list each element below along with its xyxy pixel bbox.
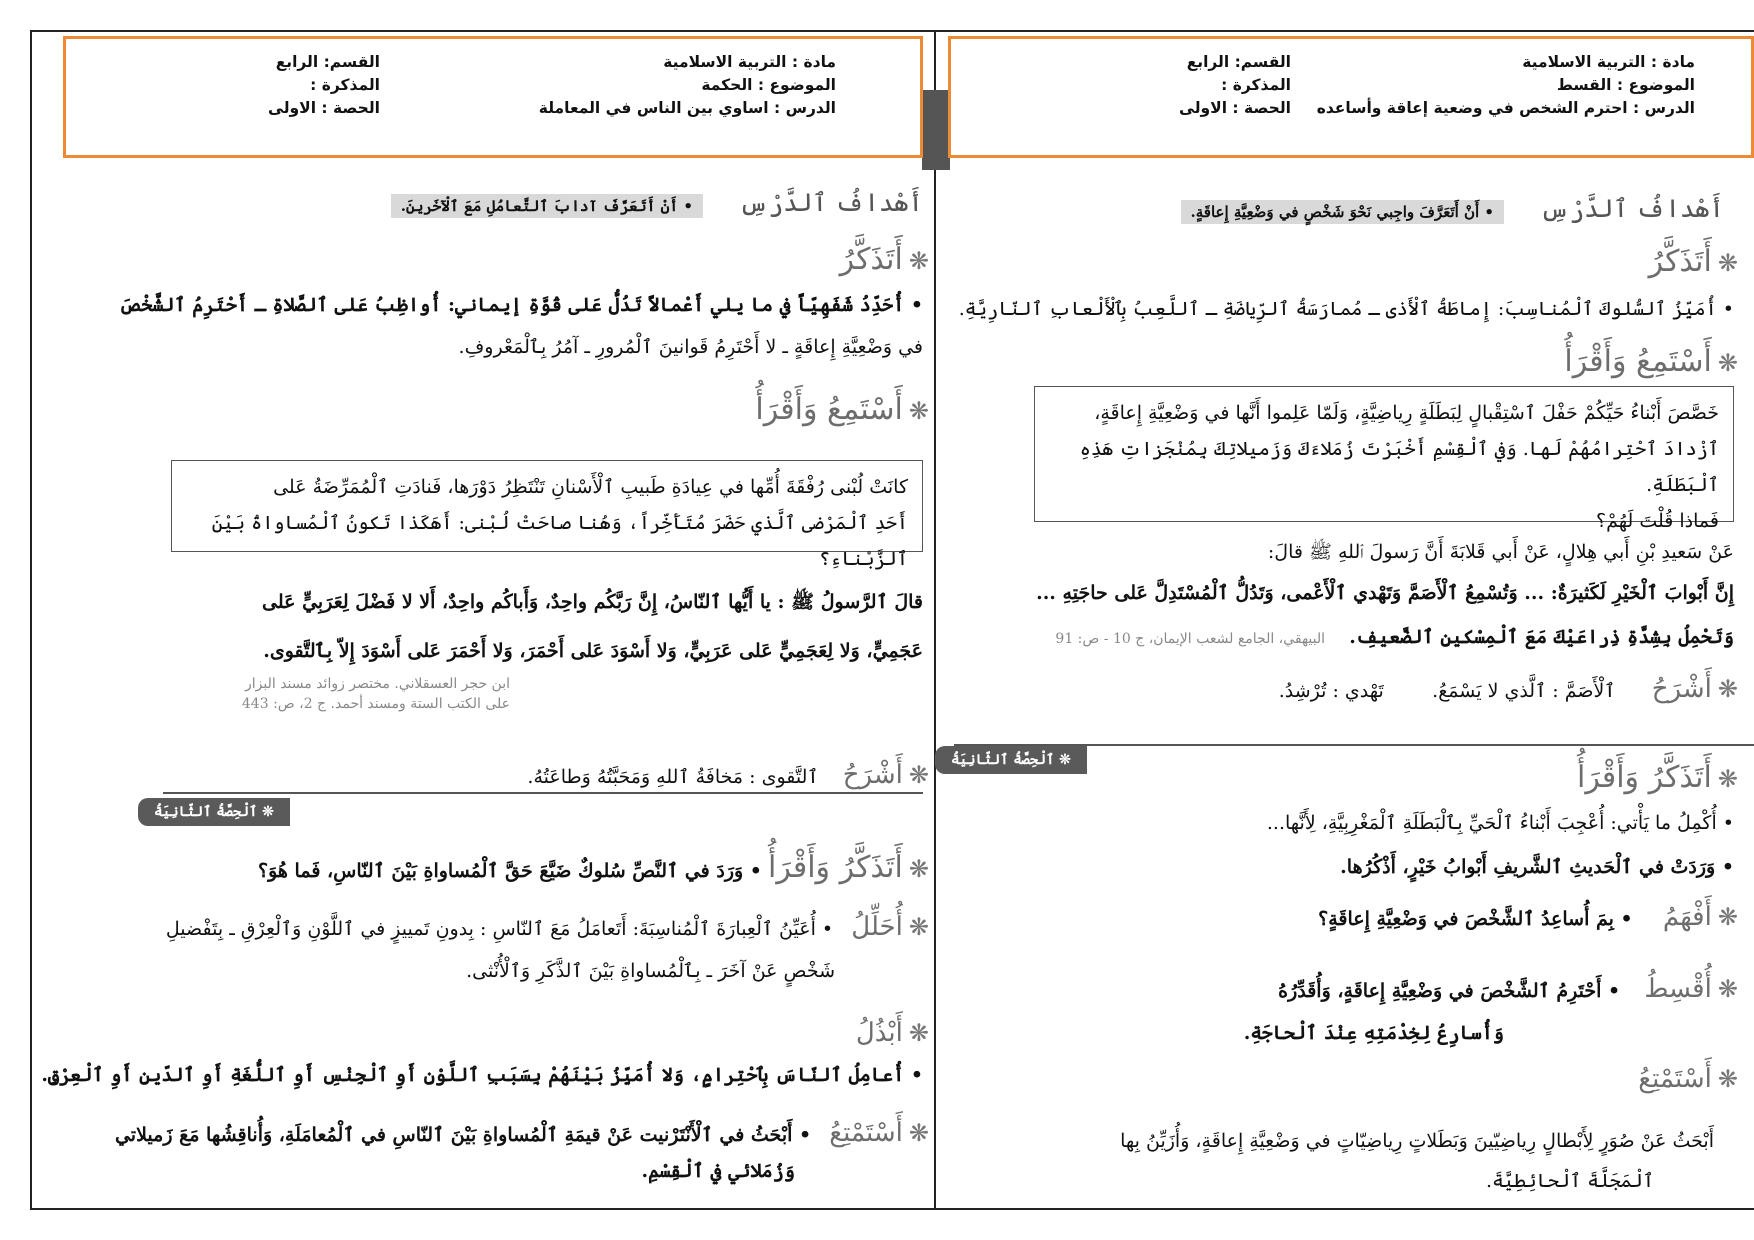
right-objectives-title: أَهْدافُ ٱلدَّرْسِ — [1540, 194, 1724, 223]
right-remember-title: أَتَذَكَّرُ — [1648, 244, 1712, 279]
right-story-line2: ٱزْدادَ ٱحْتِرامُهُمْ لَها. وَفي ٱلْقِسْمِ أَخْبَرْتَ زُمَلاءَكَ وَزَميلاتِكَ بِمُنْجَزاتِ هَذِهِ ٱلْبَطَلَةِ. — [1079, 438, 1719, 496]
star-burst-icon: ❋ — [1717, 975, 1738, 1003]
right-header-memo: المذكرة : — [1221, 76, 1291, 94]
right-enjoy-title: أَسْتَمْتِعُ — [1638, 1064, 1712, 1094]
left-analyze-line2: شَخْصٍ عَنْ آخَرَ ـ بِٱلْمُساواةِ بَيْنَ ٱلذَّكَرِ وَٱلْأُنْثى. — [466, 960, 835, 982]
left-hadith-source1: ابن حجر العسقلاني. مختصر زوائد مسند البزار — [244, 676, 510, 692]
left-story-line1: كانَتْ لُبْنى رُفْقَةَ أُمِّها في عِيادَةِ طَبيبِ ٱلْأَسْنانِ تَنْتَظِرُ دَوْرَها، فَنادَتِ ٱلْمُمَرِّضَةُ عَلى — [273, 476, 908, 498]
left-do-heading — [856, 1018, 929, 1048]
right-header-session: الحصة : الاولى — [1179, 99, 1291, 117]
right-explain — [1279, 674, 1738, 704]
left-enjoy — [115, 1118, 929, 1148]
star-burst-icon: ❋ — [908, 397, 929, 425]
left-objectives-title: أَهْدافُ ٱلدَّرْسِ — [739, 188, 923, 217]
right-header-class-col — [1179, 51, 1291, 120]
right-hadith-line2: وَتَحْمِلُ بِشِدَّةِ ذِراعَيْكَ مَعَ ٱلْمِسْكينِ ٱلضَّعيفِ. — [1349, 626, 1734, 648]
star-burst-icon: ❋ — [1717, 249, 1738, 277]
left-do-text: • أُعامِلُ ٱلنّاسَ بِٱحْتِرامٍ، وَلا أُمَيِّزُ بَيْنَهُمْ بِسَبَبِ ٱللَّوْنِ أَوِ ٱلْجِنْسِ أَوِ ٱللُّغَةِ أَوِ ٱلدّينِ أَوِ ٱلْعِرْقِ. — [41, 1064, 923, 1086]
left-hadith-line2: عَجَمِيٍّ، وَلا لِعَجَمِيٍّ عَلى عَرَبِيٍّ، وَلا أَسْوَدَ عَلى أَحْمَرَ، وَلا أَحْمَرَ عَلى أَسْوَدَ إِلاّ بِٱلتَّقوى. — [263, 640, 923, 662]
left-enjoy-line2: وَزُمَلائي في ٱلْقِسْمِ. — [641, 1160, 795, 1182]
left-analyze-title: أُحَلِّلُ — [851, 912, 903, 942]
right-page — [935, 30, 1754, 1210]
star-burst-icon: ❋ — [908, 247, 929, 275]
left-remember-read-text: • وَرَدَ في ٱلنَّصِّ سُلوكٌ ضَيَّعَ حَقَّ ٱلْمُساواةِ بَيْنَ ٱلنّاسِ، فَما هُوَ؟ — [258, 860, 762, 882]
right-fair-line2: وَأُسارِعُ لِخِدْمَتِهِ عِنْدَ ٱلْحاجَةِ. — [1243, 1022, 1504, 1044]
left-listen-title: أَسْتَمِعُ وَأَقْرَأُ — [755, 392, 903, 427]
left-remember-heading — [840, 242, 929, 277]
right-story-line3: فَماذا قُلْتَ لَهُمْ؟ — [1596, 510, 1719, 532]
right-objectives-text: • أَنْ أَتَعَرَّفَ واجِبي نَحْوَ شَخْصٍ في وَضْعِيَّةِ إِعاقَةٍ. — [1181, 200, 1504, 224]
right-remember-read-title: أَتَذَكَّرُ وَأَقْرَأُ — [1576, 760, 1712, 795]
right-story-box — [1034, 386, 1734, 532]
left-enjoy-title: أَسْتَمْتِعُ — [829, 1118, 903, 1148]
star-burst-icon: ❋ — [1717, 349, 1738, 377]
left-analyze-line1: • أُعَيِّنُ ٱلْعِبارَةَ ٱلْمُناسِبَةَ: أَتَعامَلُ مَعَ ٱلنّاسِ : بِدونِ تَمييزٍ في ٱللَّوْنِ وَٱلْعِرْقِ ـ بِتَفْضيلِ — [165, 918, 834, 940]
left-session2-banner: ❊ ٱلْحِصَّةُ ٱلثّانِيَةُ — [138, 798, 290, 826]
right-fair-line1: • أَحْتَرِمُ ٱلشَّخْصَ في وَضْعِيَّةِ إِعاقَةٍ، وَأُقَدِّرُهُ — [1278, 980, 1621, 1002]
left-header-memo: المذكرة : — [310, 76, 380, 94]
left-header-subject: مادة : التربية الاسلامية — [663, 53, 836, 71]
left-header-lesson: الدرس : اساوي بين الناس في المعاملة — [538, 99, 836, 117]
star-burst-icon: ❋ — [1717, 903, 1738, 931]
left-story-box — [171, 460, 923, 570]
right-complete-text: • أُكْمِلُ ما يَأْتي: أُعْجِبَ أَبْناءُ ٱلْحَيِّ بِٱلْبَطَلَةِ ٱلْمَغْرِبِيَّةِ، لِأَنَّها... — [1266, 812, 1734, 834]
left-objectives-text: • أَنْ أَتَعَرَّفَ آدابَ ٱلتَّعامُلِ مَعَ ٱلْآخَرينَ. — [391, 194, 703, 218]
left-analyze — [166, 912, 929, 942]
right-enjoy-line2: ٱلْمَجَلَّةَ ٱلْحائِطِيَّةَ. — [1486, 1170, 1654, 1192]
right-header-subject: مادة : التربية الاسلامية — [1522, 53, 1695, 71]
left-explain-title: أَشْرَحُ — [842, 760, 903, 790]
right-remember-heading — [1649, 244, 1738, 279]
right-hadith-line2-row — [1055, 626, 1734, 648]
left-enjoy-line1: • أَبْحَثُ في ٱلْأَنْتَرْنيت عَنْ قيمَةِ ٱلْمُساواةِ بَيْنَ ٱلنّاسِ في ٱلْمُعامَلَةِ، وَأُناقِشُها مَعَ زَميلاتي — [114, 1124, 812, 1146]
left-hadith-source2: على الكتب الستة ومسند أحمد. ج 2، ص: 443 — [241, 696, 510, 712]
right-header-lesson: الدرس : احترم الشخص في وضعية إعاقة وأساعده — [1316, 99, 1695, 117]
right-remember-text: • أُمَيِّزُ ٱلسُّلوكَ ٱلْمُناسِبَ: إِماطَةُ ٱلْأَذى ـ مُمارَسَةُ ٱلرِّياضَةِ ـ ٱللَّعِبُ بِٱلْأَلْعابِ ٱلنّارِيَّةِ. — [958, 298, 1734, 320]
right-understand — [1318, 902, 1738, 932]
left-explain — [527, 760, 929, 790]
right-header-topic: الموضوع : القسط — [1556, 76, 1695, 94]
right-hadith-intro: عَنْ سَعيدِ بْنِ أَبي هِلالٍ، عَنْ أَبي قَلابَةَ أَنَّ رَسولَ ٱللهِ ﷺ قالَ: — [1267, 541, 1734, 563]
right-explain-term2: تَهْدي : تُرْشِدُ. — [1278, 680, 1384, 702]
left-remember-line1: • أُحَدِّدُ شَفَهِيّاً في ما يلي أَعْمالاً تَدُلُّ عَلى قُوَّةِ إيماني: أُواظِبُ عَلى ٱلصَّلاةِ ـ أَحْتَرِمُ ٱلشَّخْصَ — [118, 294, 923, 316]
right-hadith-mention: • وَرَدَتْ في ٱلْحَديثِ ٱلشَّريفِ أَبْوابُ خَيْرٍ، أَذْكُرُها. — [1340, 856, 1734, 878]
right-remember-read-heading — [1577, 760, 1738, 795]
left-section-rule — [163, 792, 923, 794]
left-header-topic: الموضوع : الحكمة — [701, 76, 836, 94]
right-hadith-line1: إِنَّ أَبْوابَ ٱلْخَيْرِ لَكَثيرَةٌ: ... وَتُسْمِعُ ٱلْأَصَمَّ وَتَهْدي ٱلْأَعْمى، وَتَدُلُّ ٱلْمُسْتَدِلَّ عَلى حاجَتِهِ ... — [1036, 582, 1734, 604]
left-page — [30, 30, 935, 1210]
right-objectives — [1181, 194, 1724, 223]
right-listen-heading — [1564, 344, 1738, 379]
star-burst-icon: ❋ — [908, 761, 929, 789]
right-explain-title: أَشْرَحُ — [1651, 674, 1712, 704]
left-remember-read-title: أَتَذَكَّرُ وَأَقْرَأُ — [767, 850, 903, 885]
left-header — [63, 36, 923, 158]
star-burst-icon: ❋ — [1717, 1065, 1738, 1093]
left-header-class-col — [268, 51, 380, 120]
right-header — [948, 36, 1754, 158]
left-header-lesson-col — [539, 51, 836, 120]
right-session2-banner: ❊ ٱلْحِصَّةُ ٱلثّانِيَةُ — [935, 746, 1087, 774]
left-remember-title: أَتَذَكَّرُ — [839, 242, 903, 277]
left-explain-text: ٱلتَّقوى : مَخافَةُ ٱللهِ وَمَحَبَّتُهُ وَطاعَتُهُ. — [527, 766, 819, 788]
right-understand-text: • بِمَ أُساعِدُ ٱلشَّخْصَ في وَضْعِيَّةِ إِعاقَةٍ؟ — [1318, 908, 1633, 930]
left-story-line2: أَحَدِ ٱلْمَرْضى ٱلَّذي حَضَرَ مُتَأَخِّراً، وَهُنا صاحَتْ لُبْنى: أَهَكَذا تَكونُ ٱلْمُساواةُ بَيْنَ ٱلزَّبْناءِ؟ — [211, 512, 908, 570]
star-burst-icon: ❋ — [1717, 675, 1738, 703]
star-burst-icon: ❋ — [908, 855, 929, 883]
right-enjoy-heading — [1638, 1064, 1738, 1094]
left-header-section: القسم: الرابع — [275, 53, 380, 71]
right-listen-title: أَسْتَمِعُ وَأَقْرَأُ — [1564, 344, 1712, 379]
right-header-lesson-col — [1317, 51, 1695, 120]
star-burst-icon: ❋ — [1717, 765, 1738, 793]
right-explain-term1: ٱلْأَصَمَّ : ٱلَّذي لا يَسْمَعُ. — [1432, 680, 1616, 702]
left-hadith-line1: قالَ ٱلرَّسولُ ﷺ : يا أَيُّها ٱلنّاسُ، إِنَّ رَبَّكُم واحِدٌ، وَأَباكُم واحِدٌ، أَلا لا فَضْلَ لِعَرَبِيٍّ عَلى — [262, 591, 923, 613]
right-header-section: القسم: الرابع — [1186, 53, 1291, 71]
star-burst-icon: ❋ — [908, 913, 929, 941]
left-do-title: أَبْذُلُ — [855, 1018, 903, 1048]
left-header-session: الحصة : الاولى — [268, 99, 380, 117]
left-objectives — [391, 188, 923, 217]
right-understand-title: أَفْهَمُ — [1662, 902, 1712, 932]
right-fair — [1278, 974, 1738, 1004]
left-remember-line2: في وَضْعِيَّةِ إِعاقَةٍ ـ لا أَحْتَرِمُ قَوانينَ ٱلْمُرورِ ـ آمُرُ بِٱلْمَعْروفِ. — [458, 336, 923, 358]
left-listen-heading — [755, 392, 929, 427]
right-hadith-source: البيهقي، الجامع لشعب الإيمان، ج 10 - ص: 91 — [1055, 631, 1326, 647]
right-story-line1: خَصَّصَ أَبْناءُ حَيِّكُمْ حَفْلَ ٱسْتِقْبالٍ لِبَطَلَةٍ رِياضِيَّةٍ، وَلَمّا عَلِموا أَنَّها في وَضْعِيَّةِ إِعاقَةٍ، — [1094, 402, 1719, 424]
star-burst-icon: ❋ — [908, 1019, 929, 1047]
right-enjoy-line1: أَبْحَثُ عَنْ صُوَرٍ لِأَبْطالٍ رِياضِيّينَ وَبَطَلاتٍ رِياضِيّاتٍ في وَضْعِيَّةِ إِعاقَةٍ، وَأُزَيِّنُ بِها — [1120, 1130, 1714, 1152]
star-burst-icon: ❋ — [908, 1119, 929, 1147]
left-remember-read — [258, 850, 929, 885]
right-fair-title: أُقْسِطُ — [1644, 974, 1712, 1004]
